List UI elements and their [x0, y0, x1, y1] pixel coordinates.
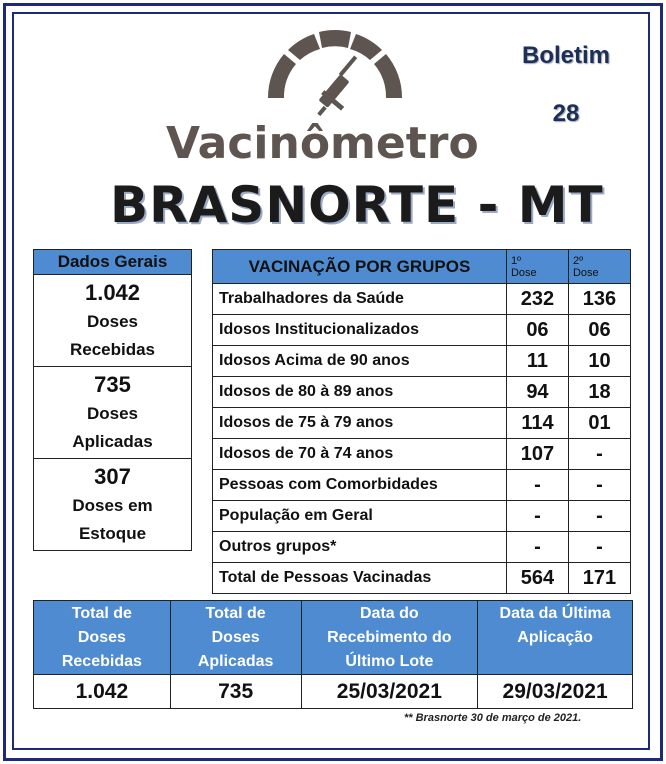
table-row [213, 408, 631, 439]
boletim-label: Boletim [521, 42, 610, 69]
header-line: Recebimento do [327, 629, 452, 646]
dose1-value: 107 [506, 439, 568, 470]
dados-gerais-item [34, 367, 192, 459]
header-line: Último Lote [345, 653, 434, 670]
header-line: Recebidas [61, 653, 142, 670]
grupos-header: VACINAÇÃO POR GRUPOS [213, 250, 507, 284]
dose2-value: 18 [568, 377, 630, 408]
dose1-value: - [506, 532, 568, 563]
dados-gerais-header: Dados Gerais [34, 250, 192, 275]
table-row [213, 470, 631, 501]
dados-gerais-item [34, 275, 192, 367]
header-line: Data da Última [499, 605, 611, 622]
total-recebidas-header [34, 601, 171, 675]
dose2-value: 136 [568, 284, 630, 315]
group-label: Idosos Acima de 90 anos [213, 346, 507, 377]
table-row [213, 501, 631, 532]
total-aplicadas-header [170, 601, 301, 675]
data-ultima-aplicacao-header [478, 601, 633, 675]
dose2-value: - [568, 501, 630, 532]
logo-title: Vacinômetro [166, 118, 479, 169]
data-recebimento-header [301, 601, 478, 675]
table-row [213, 532, 631, 563]
header-line: Total de [205, 605, 266, 622]
dose1-value: - [506, 470, 568, 501]
item-value: 735 [94, 371, 131, 397]
header-line: Doses [211, 629, 260, 646]
item-label: Estoque [78, 523, 147, 543]
group-label: População em Geral [213, 501, 507, 532]
dose1-value: 06 [506, 315, 568, 346]
item-value: 1.042 [84, 279, 141, 305]
total-aplicadas-value: 735 [170, 675, 301, 709]
table-row [213, 377, 631, 408]
dose2-value: - [568, 532, 630, 563]
dose2-value: - [568, 439, 630, 470]
dose2-header [568, 250, 630, 284]
dose2-value: 171 [568, 563, 630, 594]
group-label: Idosos Institucionalizados [213, 315, 507, 346]
dose1-value: 114 [506, 408, 568, 439]
group-label: Idosos de 75 à 79 anos [213, 408, 507, 439]
table-row [213, 346, 631, 377]
table-row [213, 315, 631, 346]
group-label: Trabalhadores da Saúde [213, 284, 507, 315]
header-line: Data do [360, 605, 419, 622]
footnote: ** Brasnorte 30 de março de 2021. [404, 712, 582, 724]
header-line: Doses [77, 629, 126, 646]
speedometer-syringe-icon [262, 24, 408, 116]
table-row-total [213, 563, 631, 594]
header-line: Aplicadas [197, 653, 274, 670]
dose2-value: 06 [568, 315, 630, 346]
header-line: Aplicação [517, 629, 593, 646]
item-label: Aplicadas [72, 431, 153, 451]
group-label: Total de Pessoas Vacinadas [213, 563, 507, 594]
data-recebimento-value: 25/03/2021 [301, 675, 478, 709]
boletim-number: 28 [552, 100, 580, 127]
dose1-ord: 1º [510, 254, 522, 267]
data-ultima-aplicacao-value: 29/03/2021 [478, 675, 633, 709]
table-row [213, 439, 631, 470]
vacinacao-grupos-table [212, 249, 631, 594]
item-label: Doses [86, 311, 139, 331]
header-line: Total de [71, 605, 132, 622]
dose1-value: 94 [506, 377, 568, 408]
dose2-value: - [568, 470, 630, 501]
item-label: Doses [86, 403, 139, 423]
dados-gerais-table [33, 249, 192, 551]
dose1-header [506, 250, 568, 284]
dose1-value: 11 [506, 346, 568, 377]
dose2-label: Dose [572, 266, 599, 279]
group-label: Pessoas com Comorbidades [213, 470, 507, 501]
group-label: Idosos de 80 à 89 anos [213, 377, 507, 408]
dose2-value: 10 [568, 346, 630, 377]
item-label: Recebidas [69, 339, 156, 359]
dose2-ord: 2º [572, 254, 584, 267]
group-label: Outros grupos* [213, 532, 507, 563]
dose2-value: 01 [568, 408, 630, 439]
item-value: 307 [94, 463, 131, 489]
dose1-value: 232 [506, 284, 568, 315]
dose1-value: 564 [506, 563, 568, 594]
item-label: Doses em [72, 495, 153, 515]
dose1-value: - [506, 501, 568, 532]
summary-table [33, 600, 633, 709]
dados-gerais-item [34, 459, 192, 551]
dose1-label: Dose [510, 266, 537, 279]
table-row [213, 284, 631, 315]
total-recebidas-value: 1.042 [34, 675, 171, 709]
group-label: Idosos de 70 à 74 anos [213, 439, 507, 470]
city-title: BRASNORTE - MT [110, 176, 604, 234]
